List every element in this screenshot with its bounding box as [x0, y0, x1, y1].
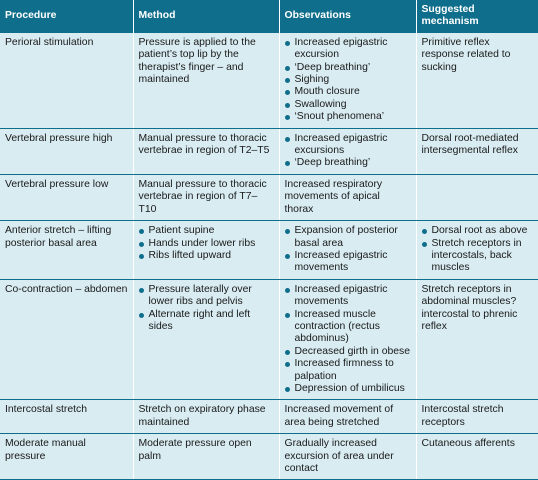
- procedure-cell-text: Co-contraction – abdomen: [5, 283, 128, 295]
- table-header: [0, 0, 538, 33]
- bullet-list: [285, 37, 411, 124]
- table-row: [0, 128, 538, 174]
- method-cell-text: Pressure is applied to the patient’s top lip by the therapist’s finger – and maintained: [138, 36, 256, 86]
- bullet-icon: [285, 115, 290, 120]
- header-observations: Observations: [279, 0, 416, 33]
- bullet-list: [139, 284, 274, 334]
- bullet-icon: [285, 66, 290, 71]
- procedure-cell-text: Vertebral pressure low: [5, 178, 109, 190]
- list-item-text: ‘Deep breathing’: [294, 61, 371, 73]
- list-item-text: Increased epigastric excursions: [294, 132, 388, 157]
- list-item-text: ‘Deep breathing’: [294, 157, 371, 169]
- observations-cell-text: Increased respiratory movements of apical thorax: [284, 178, 383, 215]
- list-item: [285, 74, 411, 86]
- bullet-icon: [285, 229, 290, 234]
- list-item-text: Decreased girth in obese: [294, 345, 411, 357]
- procedure-cell: [0, 128, 133, 174]
- method-cell-text: Manual pressure to thoracic vertebrae in region of T7–T10: [138, 178, 267, 215]
- mechanism-cell: [416, 221, 538, 280]
- mechanism-cell: [416, 434, 538, 480]
- bullet-icon: [285, 288, 290, 293]
- method-cell: [133, 128, 279, 174]
- method-cell: [133, 434, 279, 480]
- table-row: [0, 33, 538, 128]
- procedure-cell: [0, 174, 133, 220]
- list-item-text: Increased muscle contraction (rectus abdominus): [294, 308, 380, 345]
- list-item: [139, 238, 274, 250]
- procedure-cell: [0, 279, 133, 400]
- mechanism-cell-text: Dorsal root-mediated intersegmental reflex: [421, 132, 519, 157]
- list-item: [139, 309, 274, 334]
- list-item-text: Mouth closure: [294, 86, 360, 98]
- list-item-text: Alternate right and left sides: [148, 308, 251, 332]
- bullet-icon: [422, 242, 427, 247]
- list-item-text: Dorsal root as above: [431, 225, 528, 237]
- list-item: [285, 62, 411, 74]
- list-item: [285, 37, 411, 62]
- list-item: [285, 383, 411, 395]
- procedure-cell-text: Perioral stimulation: [5, 36, 94, 48]
- list-item: [285, 309, 411, 346]
- list-item-text: ‘Snout phenomena’: [294, 111, 385, 123]
- list-item-text: Ribs lifted upward: [148, 249, 232, 261]
- list-item-text: Depression of umbilicus: [294, 382, 405, 394]
- table-row: [0, 174, 538, 220]
- bullet-list: [285, 133, 411, 170]
- procedure-cell: [0, 434, 133, 480]
- bullet-icon: [285, 254, 290, 259]
- list-item: [285, 86, 411, 98]
- bullet-list: [285, 284, 411, 396]
- table-row: [0, 434, 538, 480]
- list-item: [139, 284, 274, 309]
- list-item: [285, 346, 411, 358]
- observations-cell: [279, 174, 416, 220]
- mechanism-cell: [416, 400, 538, 434]
- header-method: Method: [133, 0, 279, 33]
- observations-cell-text: Gradually increased excursion of area under contact: [284, 438, 394, 474]
- list-item: [285, 133, 411, 158]
- bullet-icon: [285, 350, 290, 355]
- method-cell: [133, 279, 279, 400]
- observations-cell: [279, 434, 416, 480]
- table-body: [0, 33, 538, 480]
- mechanism-cell: [416, 174, 538, 220]
- list-item-text: Expansion of posterior basal area: [294, 225, 398, 249]
- method-cell-text: Stretch on expiratory phase maintained: [138, 404, 266, 428]
- header-row: [0, 0, 538, 33]
- observations-cell-text: Increased movement of area being stretched: [284, 404, 394, 428]
- procedure-cell-text: Vertebral pressure high: [5, 132, 113, 144]
- observations-cell: [279, 128, 416, 174]
- bullet-icon: [139, 254, 144, 259]
- bullet-icon: [139, 229, 144, 234]
- mechanism-cell-text: Cutaneous afferents: [421, 438, 515, 450]
- list-item: [422, 238, 534, 275]
- procedure-cell-text: Intercostal stretch: [5, 404, 88, 416]
- list-item: [285, 111, 411, 123]
- mechanism-cell: [416, 33, 538, 128]
- list-item-text: Increased epigastric movements: [294, 249, 388, 274]
- bullet-list: [285, 225, 411, 275]
- procedure-cell: [0, 33, 133, 128]
- procedure-cell: [0, 221, 133, 280]
- mechanism-cell-text: Intercostal stretch receptors: [421, 404, 504, 428]
- list-item: [285, 157, 411, 169]
- mechanism-cell-text: Stretch receptors in abdominal muscles? intercostal to phrenic reflex: [421, 283, 518, 332]
- list-item-text: Increased epigastric excursion: [294, 36, 388, 61]
- mechanism-cell-text: Primitive reflex response related to sucking: [421, 36, 511, 73]
- table-row: [0, 221, 538, 280]
- table-row: [0, 279, 538, 400]
- mechanism-cell: [416, 279, 538, 400]
- list-item-text: Hands under lower ribs: [148, 237, 256, 249]
- list-item: [285, 284, 411, 309]
- observations-cell: [279, 279, 416, 400]
- observations-cell: [279, 400, 416, 434]
- list-item: [139, 225, 274, 237]
- list-item: [285, 358, 411, 383]
- table-row: [0, 400, 538, 434]
- bullet-icon: [422, 229, 427, 234]
- header-suggested-mechanism: Suggested mechanism: [416, 0, 538, 33]
- bullet-icon: [285, 313, 290, 318]
- list-item: [285, 250, 411, 275]
- bullet-icon: [285, 387, 290, 392]
- list-item: [139, 250, 274, 262]
- bullet-icon: [285, 137, 290, 142]
- procedure-cell: [0, 400, 133, 434]
- header-procedure: Procedure: [0, 0, 133, 33]
- bullet-icon: [285, 161, 290, 166]
- list-item-text: Swallowing: [294, 98, 347, 110]
- observations-cell: [279, 221, 416, 280]
- bullet-icon: [285, 362, 290, 367]
- bullet-icon: [139, 288, 144, 293]
- procedure-cell-text: Anterior stretch – lifting posterior basal area: [5, 225, 112, 249]
- list-item-text: Pressure laterally over lower ribs and pelvis: [148, 283, 252, 308]
- bullet-icon: [285, 41, 290, 46]
- bullet-icon: [139, 242, 144, 247]
- bullet-icon: [285, 103, 290, 108]
- method-cell-text: Manual pressure to thoracic vertebrae in region of T2–T5: [138, 132, 270, 157]
- mechanism-cell: [416, 128, 538, 174]
- list-item-text: Patient supine: [148, 225, 215, 237]
- list-item: [422, 225, 534, 237]
- observations-cell: [279, 33, 416, 128]
- bullet-list: [139, 225, 274, 262]
- procedure-cell-text: Moderate manual pressure: [5, 438, 86, 462]
- method-cell: [133, 174, 279, 220]
- list-item-text: Increased epigastric movements: [294, 283, 388, 308]
- bullet-icon: [285, 90, 290, 95]
- list-item-text: Sighing: [294, 74, 330, 86]
- list-item: [285, 99, 411, 111]
- method-cell: [133, 221, 279, 280]
- bullet-icon: [139, 313, 144, 318]
- method-cell: [133, 33, 279, 128]
- method-cell: [133, 400, 279, 434]
- list-item-text: Stretch receptors in intercostals, back muscles: [431, 237, 522, 274]
- bullet-icon: [285, 78, 290, 83]
- list-item: [285, 225, 411, 250]
- method-cell-text: Moderate pressure open palm: [138, 438, 252, 462]
- list-item-text: Increased firmness to palpation: [294, 358, 394, 382]
- bullet-list: [422, 225, 534, 275]
